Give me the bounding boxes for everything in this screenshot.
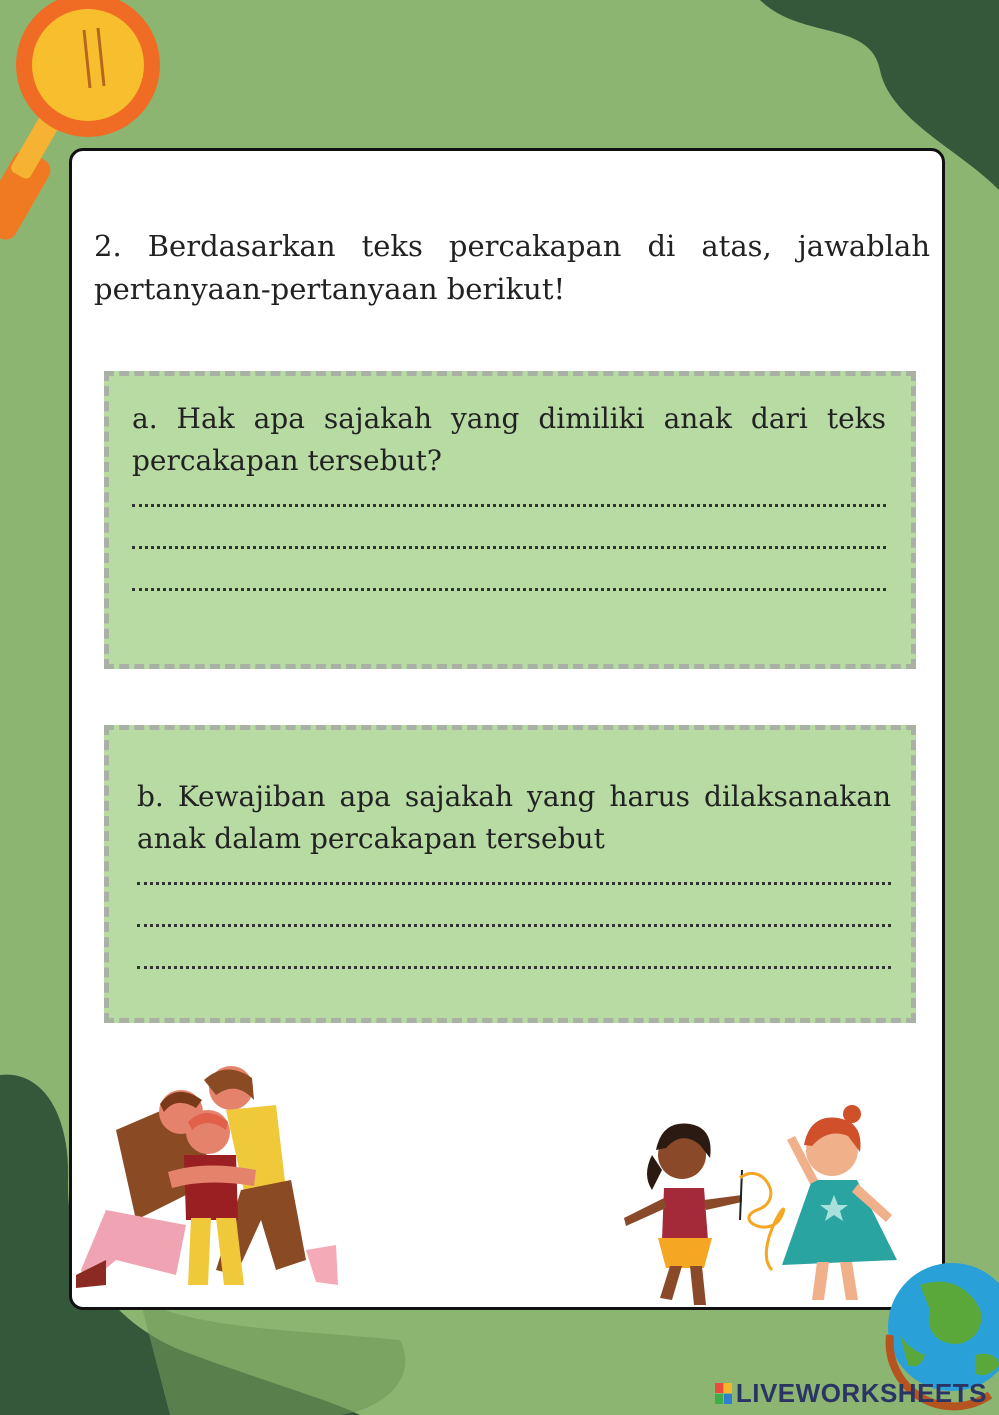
answer-line-a-3[interactable] xyxy=(132,566,886,608)
answer-line-a-2[interactable] xyxy=(132,524,886,566)
question-text: 2. Berdasarkan teks percakapan di atas, jawablah pertanyaan-pertanyaan berikut! xyxy=(94,229,930,306)
answer-line-b-1[interactable] xyxy=(137,860,891,902)
answer-box-b xyxy=(104,725,916,1023)
answer-line-a-1[interactable] xyxy=(132,482,886,524)
question-a-prompt: a. Hak apa sajakah yang dimiliki anak dari teks percakapan tersebut? xyxy=(132,402,886,477)
brand-text: LIVEWORKSHEETS xyxy=(735,1378,987,1408)
answer-line-b-2[interactable] xyxy=(137,902,891,944)
question-b-prompt: b. Kewajiban apa sajakah yang harus dilaksanakan anak dalam percakapan tersebut xyxy=(137,780,891,855)
liveworksheets-brand xyxy=(715,1378,987,1409)
answer-line-b-3[interactable] xyxy=(137,944,891,986)
answer-box-a xyxy=(104,371,916,669)
liveworksheets-logo-icon xyxy=(715,1383,733,1405)
family-hug-illustration xyxy=(76,1060,346,1300)
children-playing-illustration xyxy=(612,1100,912,1310)
